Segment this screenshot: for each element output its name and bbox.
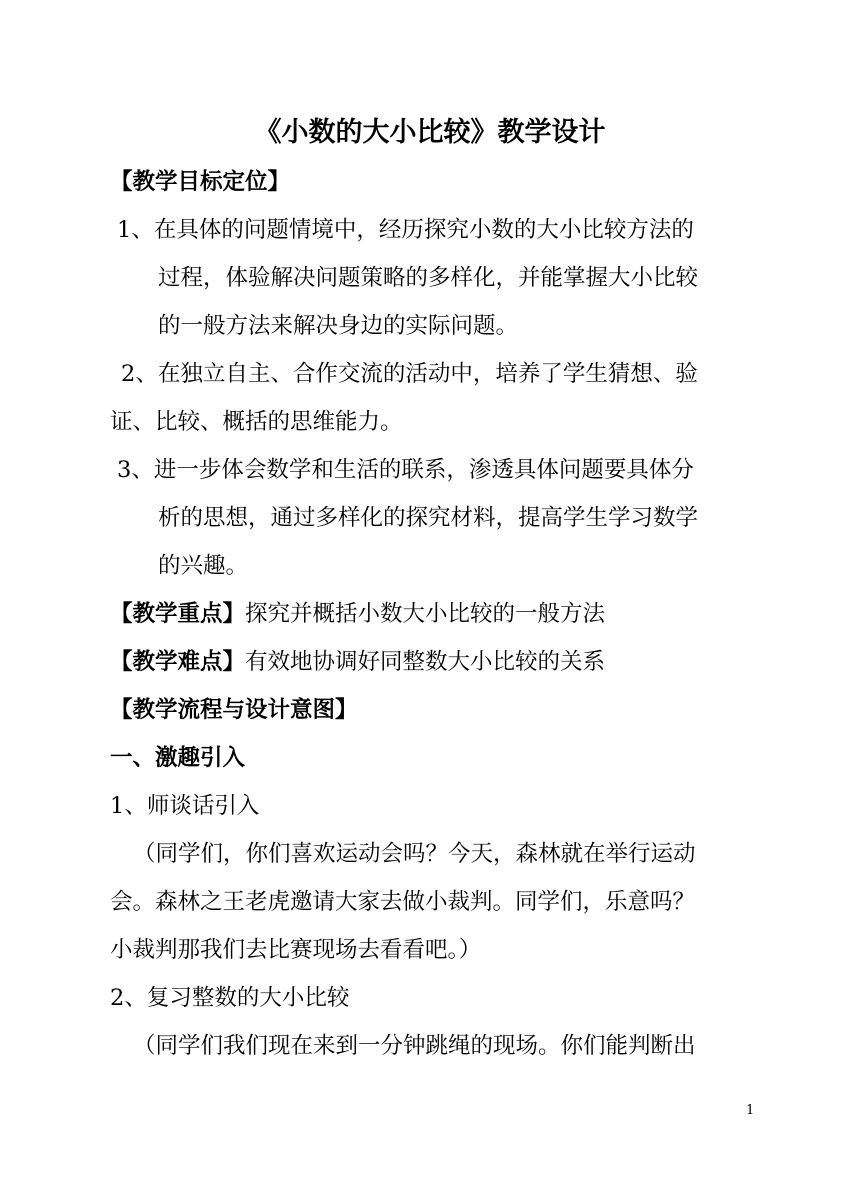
goal-1-line-1: 1、在具体的问题情境中，经历探究小数的大小比较方法的 [117, 217, 694, 243]
goal-2-line-1: 2、在独立自主、合作交流的活动中，培养了学生猜想、验 [121, 361, 698, 387]
goal-3-line-2: 析的思想，通过多样化的探究材料，提高学生学习数学 [158, 505, 699, 531]
page-number: 1 [746, 1103, 755, 1118]
step-2-heading: 2、复习整数的大小比较 [110, 985, 350, 1011]
goal-3-line-1: 3、进一步体会数学和生活的联系，渗透具体问题要具体分 [117, 457, 694, 483]
step-1-line-1: （同学们，你们喜欢运动会吗？今天，森林就在举行运动 [133, 841, 696, 867]
key-point-row [110, 599, 605, 629]
step-2-line-1: （同学们我们现在来到一分钟跳绳的现场。你们能判断出 [133, 1033, 696, 1059]
document-title: 《小数的大小比较》教学设计 [254, 117, 606, 148]
section-1-heading: 一、激趣引入 [110, 745, 246, 771]
key-point-label: 【教学重点】 [110, 601, 246, 627]
step-1-line-3: 小裁判那我们去比赛现场去看看吧。） [110, 937, 482, 963]
goal-1-line-2: 过程，体验解决问题策略的多样化，并能掌握大小比较 [158, 265, 699, 291]
goal-3-line-3: 的兴趣。 [158, 553, 249, 579]
step-1-line-2: 会。森林之王老虎邀请大家去做小裁判。同学们，乐意吗？ [110, 889, 696, 915]
goal-1-line-3: 的一般方法来解决身边的实际问题。 [158, 313, 519, 339]
goal-heading: 【教学目标定位】 [110, 169, 291, 195]
flow-heading: 【教学流程与设计意图】 [110, 697, 358, 723]
key-point-text: 探究并概括小数大小比较的一般方法 [245, 601, 606, 627]
difficulty-text: 有效地协调好同整数大小比较的关系 [245, 649, 606, 675]
difficulty-label: 【教学难点】 [110, 649, 246, 675]
goal-2-line-2: 证、比较、概括的思维能力。 [110, 409, 403, 435]
difficulty-row [110, 647, 605, 677]
step-1-heading: 1、师谈话引入 [110, 793, 260, 819]
